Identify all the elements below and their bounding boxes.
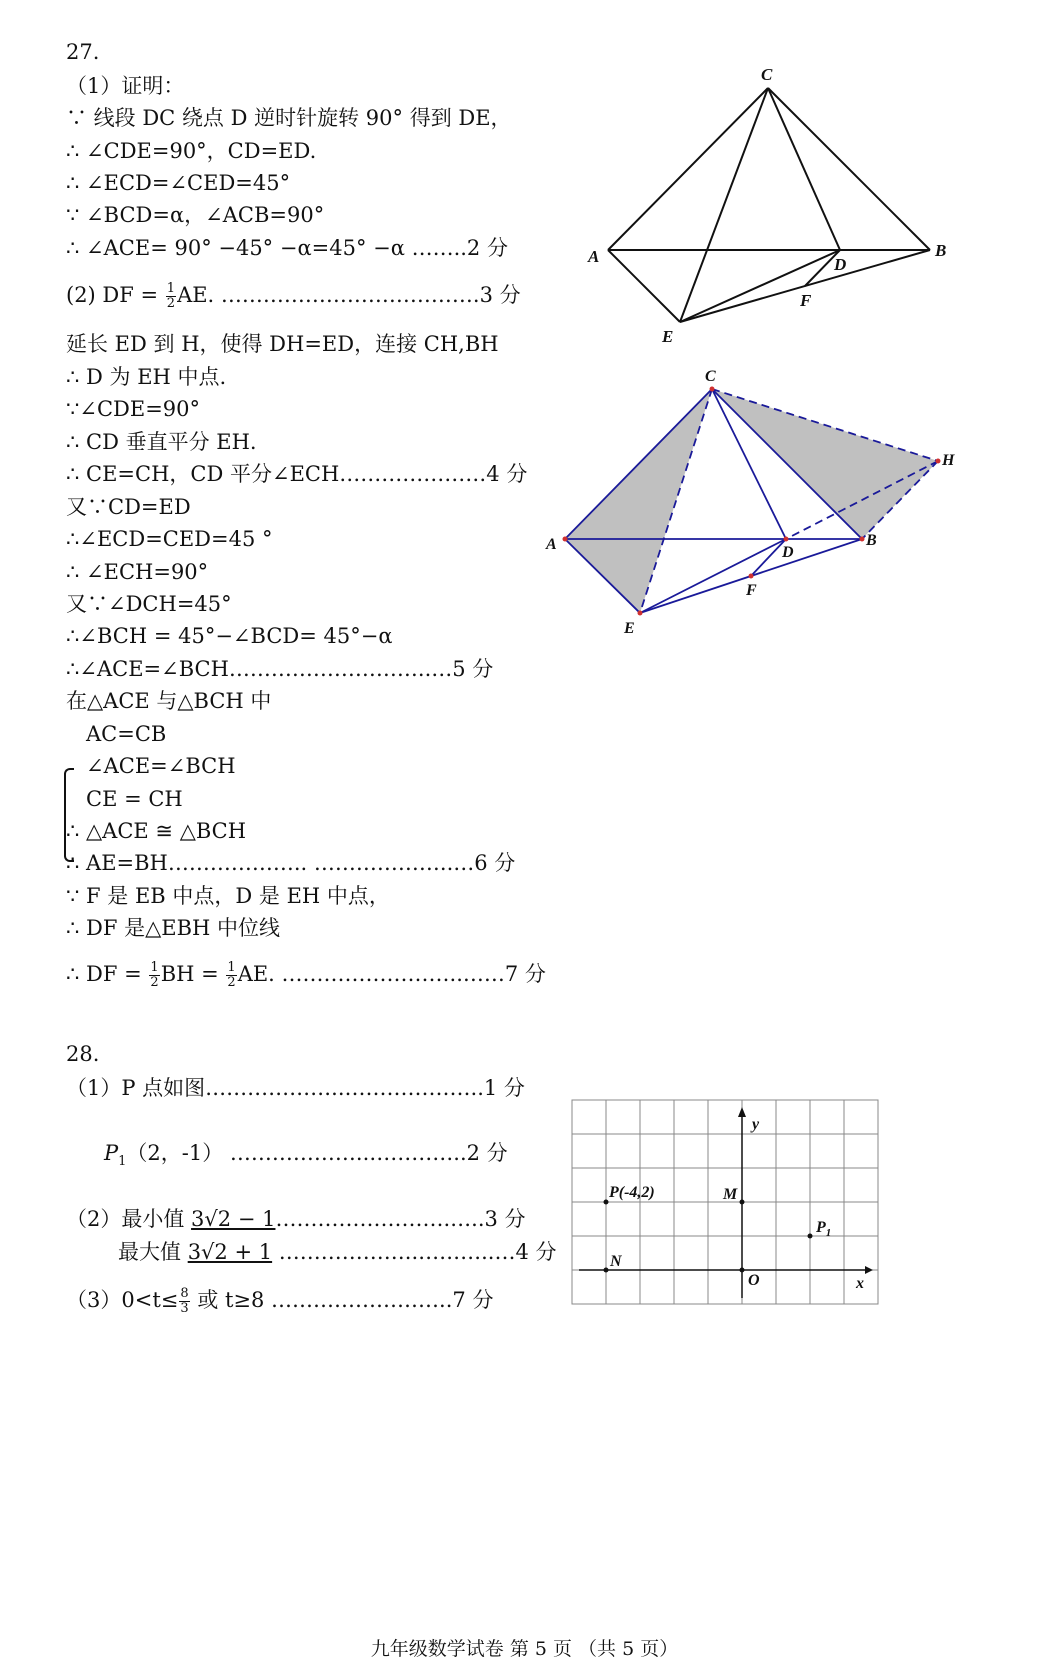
min-dots: …………………….…..3 分 bbox=[275, 1207, 526, 1231]
q28-line-5 bbox=[66, 1286, 493, 1316]
system-line-1: AC=CB bbox=[86, 722, 167, 746]
final-frac-1 bbox=[149, 961, 159, 990]
label-M: M bbox=[723, 1186, 738, 1203]
q27-line-6: ∴ ∠ACE= 90° −45° −α=45° −α ……..2 分 bbox=[66, 236, 508, 260]
p2-suffix: AE. ……………………………….3 分 bbox=[177, 283, 521, 307]
final-mid: BH = bbox=[160, 962, 219, 986]
conclusion-line: ∴ AE=BH……………….. ………………..…6 分 bbox=[66, 851, 516, 875]
proof-line: ∴ CD 垂直平分 EH. bbox=[66, 430, 257, 454]
p2-frac-num: 1 bbox=[166, 281, 176, 296]
conclusion-line: ∴ △ACE ≅ △BCH bbox=[66, 819, 247, 843]
system-line-2: ∠ACE=∠BCH bbox=[86, 754, 236, 778]
label-H: H bbox=[942, 452, 955, 469]
conclusion-line: ∴ DF 是△EBH 中位线 bbox=[66, 916, 281, 940]
system-brace bbox=[64, 768, 74, 862]
label-y: y bbox=[752, 1116, 760, 1133]
q27-line-3: ∴ ∠CDE=90°，CD=ED. bbox=[66, 139, 317, 163]
figure-2 bbox=[540, 365, 980, 645]
proof-line: ∴ D 为 EH 中点. bbox=[66, 365, 227, 389]
q28-line-4 bbox=[118, 1238, 557, 1266]
label-C: C bbox=[705, 368, 716, 385]
proof-line: ∴ ∠ECH=90° bbox=[66, 560, 209, 584]
label-x: x bbox=[856, 1275, 864, 1292]
min-value: 3√2 − 1 bbox=[191, 1207, 276, 1231]
q28-line-3 bbox=[66, 1205, 526, 1233]
label-B: B bbox=[866, 532, 877, 549]
range-prefix: （3）0<t≤ bbox=[66, 1288, 179, 1312]
q28-line-1: （1）P 点如图………………..………………..1 分 bbox=[66, 1076, 525, 1100]
label-D: D bbox=[834, 255, 847, 274]
proof-line: ∴∠ACE=∠BCH………………………..…5 分 bbox=[66, 657, 494, 681]
label-C: C bbox=[761, 65, 773, 84]
system-line-3: CE = CH bbox=[86, 787, 183, 811]
proof-line: 又∵CD=ED bbox=[66, 495, 191, 519]
p1-sub: 1 bbox=[118, 1154, 127, 1170]
p1-rest: （2，-1） ………………..…………..2 分 bbox=[126, 1141, 508, 1165]
p2-frac-den: 2 bbox=[166, 296, 176, 311]
proof-line: ∴∠BCH = 45°−∠BCD= 45°−α bbox=[66, 624, 393, 648]
label-B: B bbox=[935, 241, 947, 260]
label-A: A bbox=[546, 536, 557, 553]
conclusion-line: ∵ F 是 EB 中点，D 是 EH 中点， bbox=[66, 884, 390, 908]
proof-line: 延长 ED 到 H，使得 DH=ED，连接 CH,BH bbox=[66, 332, 499, 356]
q27-part2-claim bbox=[66, 281, 521, 311]
proof-line: ∴ CE=CH，CD 平分∠ECH…………………4 分 bbox=[66, 462, 528, 486]
label-E: E bbox=[624, 620, 635, 637]
label-P: P(-4,2) bbox=[609, 1184, 655, 1201]
p2-prefix: (2) DF = bbox=[66, 283, 165, 307]
coordinate-grid bbox=[565, 1095, 895, 1315]
min-prefix: （2）最小值 bbox=[66, 1207, 192, 1231]
label-P1-main: P bbox=[816, 1219, 826, 1236]
max-dots: ………………..………..…4 分 bbox=[272, 1240, 557, 1264]
final-prefix: ∴ DF = bbox=[66, 962, 142, 986]
max-prefix: 最大值 bbox=[118, 1240, 188, 1264]
final-suffix: AE. ……………………..……7 分 bbox=[237, 962, 546, 986]
label-P1-sub: 1 bbox=[825, 1227, 832, 1239]
q27-number: 27. bbox=[66, 40, 100, 64]
q27-line-1: （1）证明： bbox=[66, 74, 185, 98]
frac-num: 1 bbox=[150, 960, 159, 975]
p2-fraction bbox=[166, 282, 176, 311]
proof-line: 在△ACE 与△BCH 中 bbox=[66, 689, 272, 713]
final-frac-2 bbox=[226, 961, 236, 990]
label-D: D bbox=[782, 544, 794, 561]
q28-number: 28. bbox=[66, 1042, 100, 1066]
frac-den: 2 bbox=[227, 975, 236, 990]
range-frac bbox=[179, 1287, 189, 1316]
q27-line-2: ∵ 线段 DC 绕点 D 逆时针旋转 90° 得到 DE， bbox=[66, 106, 512, 130]
range-rest: 或 t≥8 ……………………..7 分 bbox=[190, 1288, 494, 1312]
q27-line-5: ∵ ∠BCD=α，∠ACB=90° bbox=[66, 203, 325, 227]
q28-line-2 bbox=[104, 1139, 508, 1176]
proof-line: ∵∠CDE=90° bbox=[66, 397, 201, 421]
final-line bbox=[66, 960, 546, 990]
frac-den: 2 bbox=[150, 975, 159, 990]
label-A: A bbox=[588, 247, 600, 266]
range-frac-num: 8 bbox=[180, 1286, 189, 1301]
label-F: F bbox=[800, 291, 812, 310]
q27-line-4: ∴ ∠ECD=∠CED=45° bbox=[66, 171, 291, 195]
proof-line: ∴∠ECD=CED=45 ° bbox=[66, 527, 273, 551]
label-F: F bbox=[746, 582, 757, 599]
label-E: E bbox=[662, 327, 674, 346]
label-N: N bbox=[610, 1253, 622, 1270]
p1-prefix: P bbox=[104, 1141, 119, 1165]
frac-num: 1 bbox=[227, 960, 236, 975]
label-O: O bbox=[748, 1272, 760, 1289]
figure-1 bbox=[580, 60, 960, 360]
range-frac-den: 3 bbox=[180, 1301, 189, 1316]
max-value: 3√2 + 1 bbox=[187, 1240, 273, 1264]
proof-line: 又∵∠DCH=45° bbox=[66, 592, 232, 616]
page-footer: 九年级数学试卷 第 5 页 （共 5 页） bbox=[370, 1638, 679, 1660]
